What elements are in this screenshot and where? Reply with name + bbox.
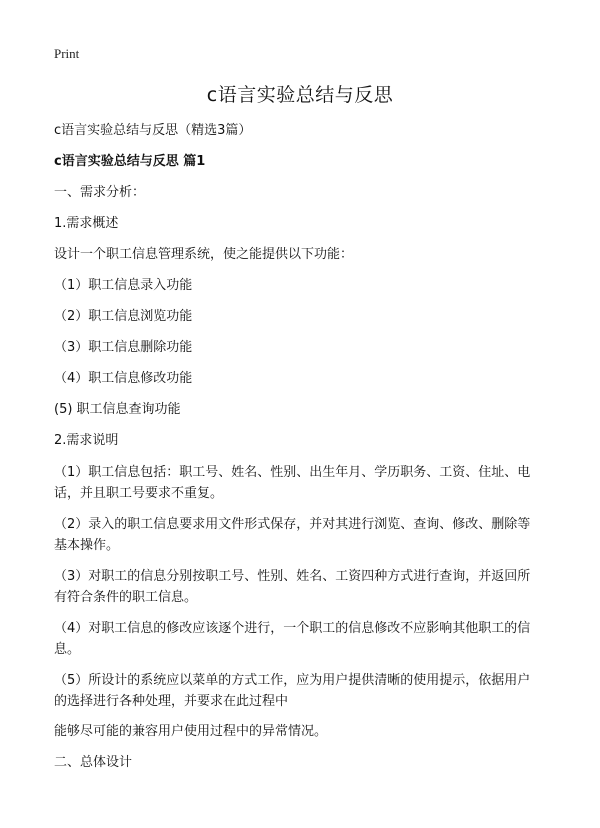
feature-item: （3）职工信息删除功能	[54, 340, 193, 355]
requirement-paragraph: （1）职工信息包括：职工号、姓名、性别、出生年月、学历职务、工资、住址、电话，并且职工号要求不重复。	[54, 465, 531, 501]
section-heading: c语言实验总结与反思 篇1	[54, 154, 206, 169]
requirement-paragraph: （5）所设计的系统应以菜单的方式工作，应为用户提供清晰的使用提示，依据用户的选择进行各种处理，并要求在此过程中	[54, 673, 531, 709]
requirement-paragraph: （3）对职工的信息分别按职工号、性别、姓名、工资四种方式进行查询，并返回所有符合条件的职工信息。	[54, 569, 531, 605]
feature-item: （4）职工信息修改功能	[54, 371, 193, 386]
page-title: c语言实验总结与反思	[206, 84, 394, 106]
requirement-paragraph-continuation: 能够尽可能的兼容用户使用过程中的异常情况。	[54, 724, 328, 739]
requirement-paragraph: （2）录入的职工信息要求用文件形式保存，并对其进行浏览、查询、修改、删除等基本操作。	[54, 517, 531, 553]
feature-item: （1）职工信息录入功能	[54, 278, 193, 293]
requirement-detail-heading: 2.需求说明	[54, 433, 119, 448]
requirement-paragraph: （4）对职工信息的修改应该逐个进行，一个职工的信息修改不应影响其他职工的信息。	[54, 621, 531, 657]
feature-item: (5) 职工信息查询功能	[54, 402, 181, 417]
design-heading: 二、总体设计	[54, 755, 133, 770]
requirement-intro: 设计一个职工信息管理系统，使之能提供以下功能：	[54, 247, 354, 262]
document-body	[54, 121, 542, 784]
print-label: Print	[54, 46, 80, 61]
requirement-heading: 一、需求分析：	[54, 185, 146, 200]
subtitle: c语言实验总结与反思（精选3篇）	[54, 123, 252, 138]
requirement-overview-heading: 1.需求概述	[54, 216, 119, 231]
feature-item: （2）职工信息浏览功能	[54, 309, 193, 324]
